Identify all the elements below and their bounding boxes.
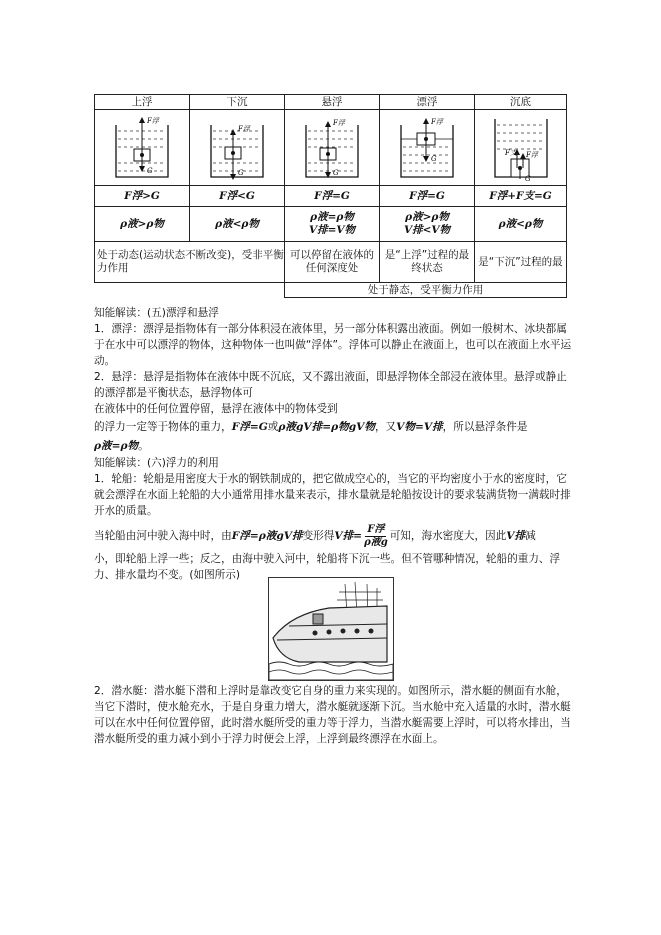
label-f-buoy: F浮 bbox=[147, 116, 159, 125]
ship-icon bbox=[269, 578, 393, 680]
label-f-buoy: F浮 bbox=[333, 118, 345, 127]
label-g: G bbox=[238, 168, 244, 177]
state-static-row bbox=[95, 283, 567, 298]
state-suspend: 可以停留在液体的任何深度处 bbox=[285, 242, 380, 283]
section-six-p2: 当轮船由河中驶入海中时，由F浮=ρ液gV排变形得V排= $\frac{\text{F浮}}{\text{ρ液g}}$ 可知，海水密度大，因此V排减 bbox=[94, 523, 536, 548]
density-sink bbox=[190, 207, 285, 242]
header-sink: 下沉 bbox=[190, 95, 285, 110]
density-bottom bbox=[475, 207, 567, 242]
bottom-diagram bbox=[491, 115, 551, 181]
section-five-p1: 1．漂浮：漂浮是指物体有一部分体积浸在液体里，另一部分体积露出液面。例如一般树木、冰块都属于在水中可以漂浮的物体，这种物体一也叫做“浮体”。浮体可以静止在液面上，也可以在液面上水平运动。 bbox=[94, 323, 572, 367]
state-float: 是“上浮”过程的最终状态 bbox=[380, 242, 475, 283]
label-f-buoy: F浮 bbox=[525, 150, 538, 159]
force-bottom: F浮+F支=G bbox=[475, 186, 567, 207]
density-row bbox=[95, 207, 567, 242]
density-float bbox=[380, 207, 475, 242]
force-row bbox=[95, 186, 567, 207]
density-bottom-1: ρ液<ρ物 bbox=[498, 217, 543, 230]
diagram-bottom-cell bbox=[475, 110, 567, 186]
diagram-rise-cell bbox=[95, 110, 190, 186]
label-f-buoy: F浮 bbox=[431, 117, 443, 126]
ship-illustration bbox=[268, 577, 394, 681]
label-g: G bbox=[524, 174, 531, 181]
force-sink: F浮<G bbox=[190, 186, 285, 207]
section-five-p2a: 2．悬浮：悬浮是指物体在液体中既不沉底，又不露出液面，即悬浮物体全部浸在液体里。悬浮或静止的漂浮都是平衡状态，悬浮物体可 bbox=[94, 371, 567, 399]
state-row bbox=[95, 242, 567, 283]
header-rise: 上浮 bbox=[95, 95, 190, 110]
section-five-title: 知能解读：(五)漂浮和悬浮 bbox=[94, 307, 219, 319]
state-dynamic: 处于动态(运动状态不断改变)，受非平衡力作用 bbox=[95, 242, 285, 283]
label-g: G bbox=[147, 166, 153, 175]
header-float: 漂浮 bbox=[380, 95, 475, 110]
label-f-support: F支 bbox=[504, 148, 517, 157]
diagram-sink-cell bbox=[190, 110, 285, 186]
fraction: $\frac{\text{F浮}}{\text{ρ液g}}$ bbox=[364, 523, 388, 548]
force-suspend: F浮=G bbox=[285, 186, 380, 207]
label-f-buoy: F浮 bbox=[238, 124, 250, 133]
section-five-p2b: 在液体中的任何位置停留，悬浮在液体中的物体受到 bbox=[94, 403, 338, 415]
force-rise: F浮>G bbox=[95, 186, 190, 207]
section-five bbox=[94, 305, 572, 583]
density-suspend bbox=[285, 207, 380, 242]
state-blank bbox=[95, 283, 285, 298]
diagram-suspend-cell bbox=[285, 110, 380, 186]
sink-diagram bbox=[207, 115, 267, 181]
state-static: 处于静态，受平衡力作用 bbox=[285, 283, 567, 298]
section-five-p2d: ρ液=ρ物。 bbox=[94, 440, 149, 452]
density-float-1: ρ液>ρ物 bbox=[405, 211, 449, 223]
density-suspend-1: ρ液=ρ物 bbox=[310, 211, 354, 223]
section-six-p4: 2．潜水艇：潜水艇下潜和上浮时是靠改变它自身的重力来实现的。如图所示，潜水艇的侧面有水舱，当它下潜时，使水舱充水，于是自身重力增大，潜水艇就逐渐下沉。当水舱中充入适量的水时，潜水艇可以在水中任何位置停留，此时潜水艇所受的重力等于浮力，当潜水艇需要上浮时，可以将水排出，当潜水艇所受的重力减小到小于浮力时便会上浮，上浮到最终漂浮在水面上。 bbox=[94, 685, 571, 745]
density-suspend-2: V排=V物 bbox=[308, 224, 356, 236]
label-g: G bbox=[431, 154, 437, 163]
section-six-p3: 小，即轮船上浮一些；反之，由海中驶入河中，轮船将下沉一些。但不管哪种情况，轮船的重力、浮力、排水量均不变。(如图所示) bbox=[94, 553, 561, 581]
header-bottom: 沉底 bbox=[475, 95, 567, 110]
diagram-row bbox=[95, 110, 567, 186]
suspend-diagram bbox=[302, 115, 362, 181]
rise-diagram bbox=[112, 115, 172, 181]
section-six-submarine bbox=[94, 683, 572, 747]
header-suspend: 悬浮 bbox=[285, 95, 380, 110]
label-g: G bbox=[333, 168, 339, 177]
section-five-p2c: 的浮力一定等于物体的重力，F浮=G或ρ液gV排=ρ物gV物，又V物=V排，所以悬浮条件是 bbox=[94, 421, 528, 433]
diagram-float-cell bbox=[380, 110, 475, 186]
section-six-p1: 1．轮船：轮船是用密度大于水的钢铁制成的，把它做成空心的，当它的平均密度小于水的密度时，它就会漂浮在水面上轮船的大小通常用排水量来表示，排水量就是轮船按设计的要求装满货物一满载时排开水的质量。 bbox=[94, 473, 571, 517]
density-float-2: V排<V物 bbox=[403, 224, 451, 236]
buoyancy-comparison-table bbox=[94, 94, 567, 298]
section-six-title: 知能解读：(六)浮力的利用 bbox=[94, 457, 219, 469]
float-diagram bbox=[397, 115, 457, 181]
density-sink-1: ρ液<ρ物 bbox=[215, 217, 259, 230]
density-rise bbox=[95, 207, 190, 242]
force-float: F浮=G bbox=[380, 186, 475, 207]
state-sink: 是“下沉”过程的最 bbox=[475, 242, 567, 283]
table-header-row bbox=[95, 95, 567, 110]
density-rise-1: ρ液>ρ物 bbox=[120, 217, 164, 230]
